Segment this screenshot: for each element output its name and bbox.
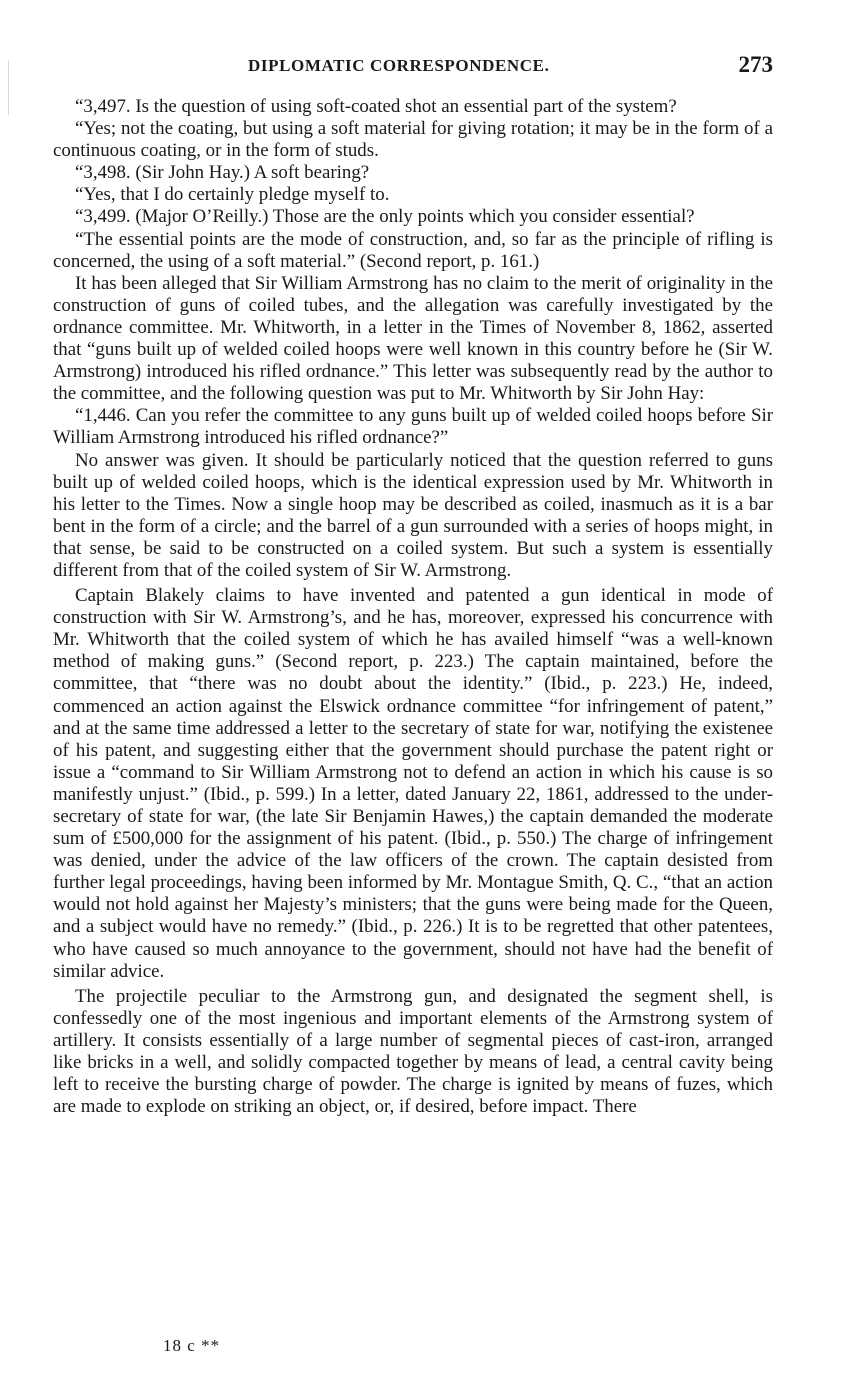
paragraph: It has been alleged that Sir William Armstrong has no claim to the merit of originality in the construction of guns of coiled tubes, and the allegation was carefully investigated by the ordnance committee. Mr. Whitworth, in a letter in the Times of November 8, 1862, asserted that “guns built up of welded coiled hoops were well known in this country before he (Sir W. Armstrong) introduced his rifled ordnance.” This letter was subsequently read by the author to the committee, and the following question was put to Mr. Whitworth by Sir John Hay: [53,272,773,405]
running-head [53,52,773,82]
paragraph: “3,498. (Sir John Hay.) A soft bearing? [75,162,370,184]
page-number: 273 [738,52,773,77]
paragraph: The projectile peculiar to the Armstrong gun, and designated the segment shell, is confessedly one of the most ingenious and important elements of the Armstrong system of artillery. It consists essentially of a large number of segmental pieces of cast-iron, arranged like bricks in a well, and solidly compacted together by means of lead, a central cavity being left to receive the bursting charge of powder. The charge is ignited by means of fuzes, which are made to explode on striking an object, or, if desired, before impact. There [53,985,773,1118]
paragraph: No answer was given. It should be particularly noticed that the question referred to guns built up of welded coiled hoops, which is the identical expression used by Mr. Whitworth in his letter to the Times. Now a single hoop may be described as coiled, inasmuch as it is a bar bent in the form of a circle; and the barrel of a gun surrounded with a series of hoops might, in that sense, be said to be constructed on a coiled system. But such a system is essentially different from that of the coiled system of Sir W. Armstrong. [53,449,773,581]
paragraph: “3,497. Is the question of using soft-coated shot an essential part of the system? [75,96,677,117]
paragraph: “The essential points are the mode of construction, and, so far as the principle of rifling is concerned, the using of a soft material.” (Second report, p. 161.) [53,228,773,272]
paragraph: Captain Blakely claims to have invented and patented a gun identical in mode of construction with Sir W. Armstrong’s, and he has, moreover, expressed his concurrence with Mr. Whitworth that the coiled system of which he has availed himself “was a well-known method of making guns.” (Second report, p. 223.) The captain maintained, before the committee, that “there was no doubt about the identity.” (Ibid., p. 223.) He, indeed, commenced an action against the Elswick ordnance committee “for infringement of patent,” and at the same time addressed a letter to the secretary of state for war, notifying the existenee of his patent, and suggesting either that the government should purchase the patent right or issue a “command to Sir William Armstrong not to defend an action in which his cause is so manifestly unjust.” (Ibid., p. 599.) In a letter, dated January 22, 1861, addressed to the under-secretary of state for war, (the late Sir Benjamin Hawes,) the captain demanded the moderate sum of £500,000 for the assignment of his patent. (Ibid., p. 550.) The charge of infringement was denied, under the advice of the law officers of the crown. The captain desisted from further legal proceedings, having been informed by Mr. Montague Smith, Q. C., “that an action would not hold against her Majesty’s ministers; that the guns were being made for the Queen, and a subject would have no remedy.” (Ibid., p. 226.) It is to be regretted that other patentees, who have caused so much annoyance to the government, should not have had the benefit of similar advice. [53,585,773,982]
paragraph: “Yes, that I do certainly pledge myself to. [75,184,390,206]
margin-scan-mark [8,60,9,115]
body-text [53,96,773,1118]
running-title: DIPLOMATIC CORRESPONDENCE. [248,56,550,75]
signature-mark: 18 c ** [163,1336,221,1355]
paragraph: “3,499. (Major O’Reilly.) Those are the only points which you consider essential? [75,206,695,228]
paragraph: “1,446. Can you refer the committee to any guns built up of welded coiled hoops before Sir William Armstrong introduced his rifled ordnance?” [53,405,773,449]
paragraph: “Yes; not the coating, but using a soft material for giving rotation; it may be in the form of a continuous coating, or in the form of studs. [53,118,773,162]
